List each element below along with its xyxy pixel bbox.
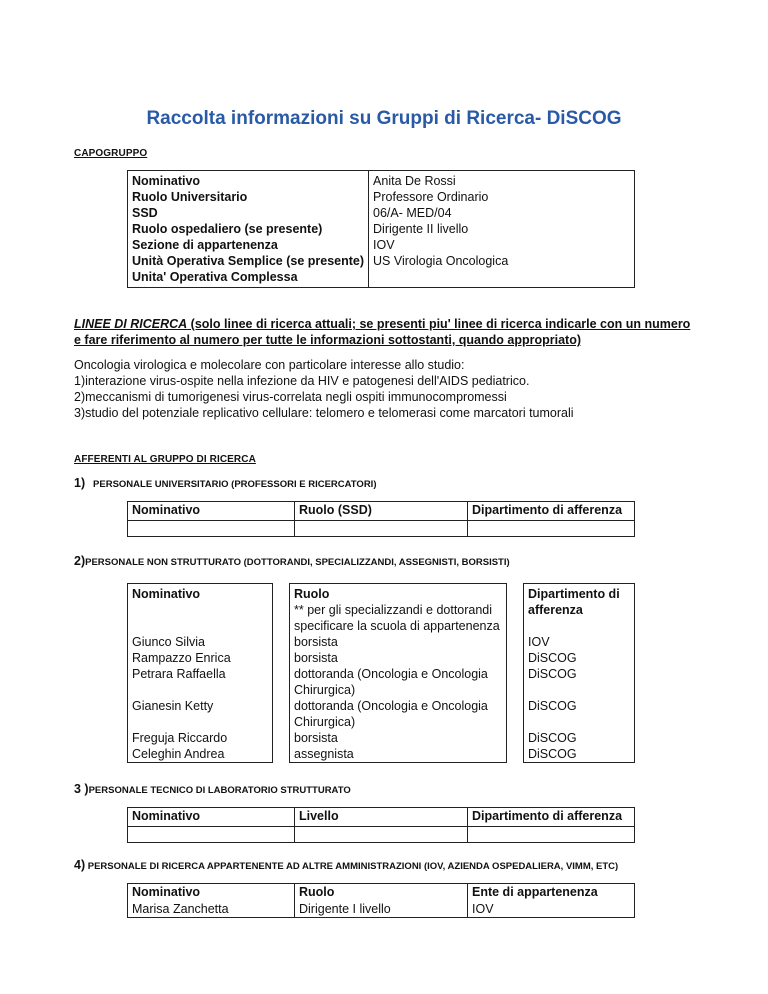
sec2-dept (528, 682, 630, 698)
sec1-header-ruolo: Ruolo (SSD) (295, 502, 468, 521)
sec2-header-dipartimento: Dipartimento di (528, 587, 620, 601)
sec2-name: Rampazzo Enrica (132, 651, 231, 665)
sec2-header-nominativo: Nominativo (132, 587, 201, 601)
sec2-dept: DiSCOG (528, 699, 577, 713)
sec2-role: dottoranda (Oncologia e Oncologia (294, 667, 488, 681)
label-sezione: Sezione di appartenenza (132, 238, 278, 252)
sec1-header-dipartimento: Dipartimento di afferenza (468, 502, 635, 521)
sec2-name: Freguja Riccardo (132, 731, 228, 745)
linee-heading-italic: LINEE DI RICERCA (74, 317, 188, 331)
linee-line: 3)studio del potenziale replicativo cellulare: telomero e telomerasi come marcatori tumorali (74, 406, 574, 420)
sec2-heading (74, 553, 510, 571)
sec1-heading-text: PERSONALE UNIVERSITARIO (PROFESSORI E RICERCATORI) (85, 479, 377, 490)
sec3-header-nominativo: Nominativo (128, 808, 295, 827)
sec2-name (132, 682, 268, 698)
linee-line: Oncologia virologica e molecolare con particolare interesse allo studio: (74, 358, 465, 372)
value-nominativo: Anita De Rossi (373, 174, 456, 188)
sec2-header-ruolo-note: specificare la scuola di appartenenza (294, 619, 500, 633)
sec3-heading (74, 781, 351, 799)
sec2-name: Gianesin Ketty (132, 699, 214, 713)
value-ruolo-universitario: Professore Ordinario (373, 190, 489, 204)
sec2-dept: DiSCOG (528, 651, 577, 665)
sec2-role: borsista (294, 731, 338, 745)
sec2-heading-text: PERSONALE NON STRUTTURATO (DOTTORANDI, SPECIALIZZANDI, ASSEGNISTI, BORSISTI) (85, 557, 510, 568)
sec2-number: 2) (74, 554, 86, 568)
sec4-header-ruolo: Ruolo (295, 884, 468, 901)
sec2-role: Chirurgica) (294, 683, 356, 697)
sec2-dept: DiSCOG (528, 667, 577, 681)
sec2-dept: DiSCOG (528, 747, 577, 761)
sec1-table (127, 501, 635, 537)
page-title: Raccolta informazioni su Gruppi di Ricerca- DiSCOG (146, 108, 622, 129)
sec1-number: 1) (74, 476, 86, 490)
sec2-name: Giunco Silvia (132, 635, 205, 649)
sec4-header-nominativo: Nominativo (128, 884, 295, 901)
sec2-role: Chirurgica) (294, 715, 356, 729)
sec3-cell (128, 827, 295, 843)
sec4-cell-ente: IOV (468, 901, 635, 918)
value-ssd: 06/A- MED/04 (373, 206, 452, 220)
capogruppo-values (369, 171, 635, 288)
sec2-col-nominativo (128, 584, 273, 763)
sec4-header-ente: Ente di appartenenza (468, 884, 635, 901)
sec2-role: borsista (294, 635, 338, 649)
capogruppo-labels (128, 171, 369, 288)
label-ruolo-ospedaliero: Ruolo ospedaliero (se presente) (132, 222, 323, 236)
label-nominativo: Nominativo (132, 174, 201, 188)
value-sezione: IOV (373, 238, 395, 252)
capogruppo-table (127, 170, 635, 288)
sec3-header-dipartimento: Dipartimento di afferenza (468, 808, 635, 827)
value-uos: US Virologia Oncologica (373, 254, 509, 268)
sec3-header-livello: Livello (295, 808, 468, 827)
sec4-cell-nominativo: Marisa Zanchetta (128, 901, 295, 918)
sec3-table (127, 807, 635, 843)
sec2-table (127, 583, 635, 763)
sec2-name: Celeghin Andrea (132, 747, 225, 761)
linee-heading (74, 316, 694, 348)
sec2-role: borsista (294, 651, 338, 665)
sec2-role: dottoranda (Oncologia e Oncologia (294, 699, 488, 713)
sec4-heading-text: PERSONALE DI RICERCA APPARTENENTE AD ALTRE AMMINISTRAZIONI (IOV, AZIENDA OSPEDALIERA, VIMM, ETC) (85, 861, 619, 872)
label-ssd: SSD (132, 206, 158, 220)
sec1-heading (74, 475, 377, 493)
sec2-header-dipartimento: afferenza (528, 603, 583, 617)
linee-description (74, 357, 714, 421)
sec2-gap (273, 584, 290, 763)
sec1-cell (128, 521, 295, 537)
sec1-header-nominativo: Nominativo (128, 502, 295, 521)
value-ruolo-ospedaliero: Dirigente II livello (373, 222, 469, 236)
sec2-header-ruolo: Ruolo (294, 587, 330, 601)
sec3-cell (295, 827, 468, 843)
label-uoc: Unita' Operativa Complessa (132, 270, 298, 284)
sec2-col-ruolo (290, 584, 507, 763)
sec2-gap (507, 584, 524, 763)
linee-line: 1)interazione virus-ospite nella infezione da HIV e patogenesi dell'AIDS pediatrico. (74, 374, 530, 388)
sec2-name (132, 714, 268, 730)
sec1-cell (295, 521, 468, 537)
sec3-number: 3 ) (74, 782, 89, 796)
label-uos: Unità Operativa Semplice (se presente) (132, 254, 365, 268)
capogruppo-heading: CAPOGRUPPO (74, 148, 148, 159)
value-uoc (373, 269, 630, 285)
sec4-cell-ruolo: Dirigente I livello (295, 901, 468, 918)
sec4-number: 4) (74, 858, 86, 872)
sec2-dept: DiSCOG (528, 731, 577, 745)
linee-heading-rest: (solo linee di ricerca attuali; se presenti piu' linee di ricerca indicarle con un numero e fare riferimento al numero per tutte le informazioni sottostanti, quando appropriato) (74, 317, 691, 347)
sec2-dept (528, 714, 630, 730)
sec4-table (127, 883, 635, 918)
sec2-col-dipartimento (524, 584, 635, 763)
sec3-heading-text: PERSONALE TECNICO DI LABORATORIO STRUTTURATO (88, 785, 351, 796)
sec4-heading (74, 857, 618, 875)
sec2-name: Petrara Raffaella (132, 667, 226, 681)
label-ruolo-universitario: Ruolo Universitario (132, 190, 248, 204)
sec2-dept: IOV (528, 635, 550, 649)
sec2-role: assegnista (294, 747, 354, 761)
linee-line: 2)meccanismi di tumorigenesi virus-correlata negli ospiti immunocompromessi (74, 390, 507, 404)
sec1-cell (468, 521, 635, 537)
afferenti-heading: AFFERENTI AL GRUPPO DI RICERCA (74, 454, 256, 465)
sec3-cell (468, 827, 635, 843)
sec2-header-ruolo-note: ** per gli specializzandi e dottorandi (294, 603, 493, 617)
